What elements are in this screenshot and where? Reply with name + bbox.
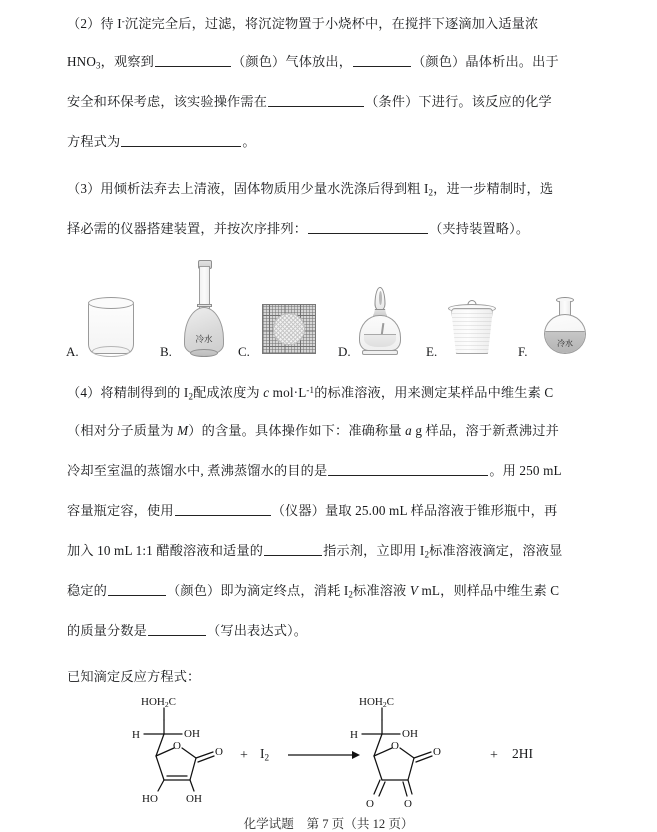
q4-line-2 (67, 422, 627, 439)
label-h: H (350, 729, 358, 741)
label-h: H (132, 729, 140, 741)
answer-blank-mass-fraction[interactable] (148, 624, 206, 636)
label-carbonyl-o: O (433, 746, 441, 758)
q2-text: （颜色）晶体析出。出于 (412, 54, 559, 69)
wire-gauze-icon (262, 304, 316, 354)
q4-line-3 (67, 462, 627, 479)
answer-blank-condition[interactable] (268, 95, 364, 107)
mass-symbol: a (405, 423, 412, 438)
iodine-reagent: $I_2$ (260, 746, 270, 763)
plus-sign-reactant: + (240, 748, 248, 763)
q2-text: （条件）下进行。该反应的化学 (365, 94, 552, 109)
q3-text: （夹持装置略）。 (429, 221, 530, 236)
q4-text: （颜色）即为滴定终点，消耗 I (167, 583, 349, 598)
apparatus-label-a: A. (66, 344, 79, 359)
q4-text: 。用 250 mL (489, 463, 562, 478)
q3-text: 择必需的仪器搭建装置，并按次序排列： (67, 221, 308, 236)
volumetric-flask-icon (182, 260, 226, 358)
q2-text: （颜色）气体放出， (232, 54, 353, 69)
q2-text: 安全和环保考虑，该实验操作需在 (67, 94, 268, 109)
q4-text: 加入 10 mL 1:1 醋酸溶液和适量的 (67, 543, 264, 558)
q4-text: （仪器）量取 25.00 mL 样品溶液于锥形瓶中，再 (271, 503, 558, 518)
apparatus-label-f: F. (518, 344, 528, 359)
q2-text: 方程式为 (67, 134, 121, 149)
concentration-symbol: c (263, 385, 270, 401)
beaker-icon (88, 302, 134, 354)
page-footer: 化学试题 第 7 页（共 12 页） (243, 817, 414, 831)
q4-units: mol·L (269, 385, 307, 401)
hno3-subscript: 3 (96, 60, 101, 71)
label-ring-o: O (173, 740, 181, 752)
label-ketone-o-right: O (404, 798, 412, 808)
apparatus-label-c: C. (238, 344, 250, 359)
volume-symbol: V (409, 583, 419, 598)
answer-blank-boiling-purpose[interactable] (328, 464, 488, 476)
plus-sign-product: + (490, 748, 498, 763)
q2-line-4 (67, 133, 627, 150)
answer-blank-apparatus-order[interactable] (308, 222, 428, 234)
answer-blank-crystal-color[interactable] (353, 55, 411, 67)
label-oh-bottom: OH (186, 793, 202, 805)
q4-line-4 (67, 502, 627, 519)
titration-reaction-scheme (0, 686, 657, 811)
q4-line-5 (67, 542, 627, 564)
molar-mass-symbol: M (177, 423, 189, 438)
q4-line-1 (67, 382, 627, 406)
q4-text: 的质量分数是 (67, 623, 148, 638)
iodine-subscript: 2 (188, 391, 194, 402)
q2-text: （2）待 I (67, 16, 122, 32)
cold-water-caption-b: 冷水 (195, 335, 213, 345)
q4-text: （相对分子质量为 (67, 423, 178, 438)
answer-blank-equation[interactable] (121, 135, 241, 147)
unit-exponent: -1 (306, 385, 315, 395)
q4-text: 标准溶液 (353, 583, 410, 598)
hydrogen-iodide-product: 2HI (512, 746, 533, 761)
iodine-subscript: 2 (348, 589, 354, 600)
q2-text: 。 (242, 134, 256, 149)
q3-line-1 (67, 180, 627, 202)
hno3-formula: HNO (67, 54, 97, 69)
iodide-charge: - (121, 16, 125, 26)
iodine-subscript: 2 (424, 549, 430, 560)
label-hoh2c: $HOH_2C$ (141, 696, 176, 710)
q4-text: 配成浓度为 (193, 385, 264, 401)
q4-line-7 (67, 622, 627, 639)
round-bottom-flask-icon (540, 297, 590, 355)
q2-text: ，观察到 (100, 54, 155, 69)
reaction-intro: 已知滴定反应方程式： (67, 669, 201, 684)
q4-text: 标准溶液滴定，溶液显 (429, 543, 563, 558)
answer-blank-instrument[interactable] (175, 504, 271, 516)
label-hoh2c: $HOH_2C$ (359, 696, 394, 710)
answer-blank-gas-color[interactable] (155, 55, 231, 67)
label-oh-top: OH (184, 728, 200, 740)
q2-text-cont: 沉淀完全后，过滤，将沉淀物置于小烧杯中，在搅拌下逐滴加入适量浓 (124, 16, 539, 32)
q4-text: （4）将精制得到的 I (67, 385, 189, 401)
apparatus-label-b: B. (160, 344, 172, 359)
q4-text: ）的含量。具体操作如下：准确称量 (188, 423, 406, 438)
apparatus-label-d: D. (338, 344, 351, 359)
q2-line-1 (67, 13, 627, 32)
iodine-subscript: 2 (428, 187, 434, 198)
q2-line-3 (67, 93, 627, 110)
label-ring-o: O (391, 740, 399, 752)
q4-text: 容量瓶定容，使用 (67, 503, 174, 518)
apparatus-figure-row (0, 248, 657, 360)
q4-text: g 样品，溶于新煮沸过并 (411, 423, 559, 438)
label-ho: HO (142, 793, 158, 805)
label-carbonyl-o: O (215, 746, 223, 758)
label-ketone-o-left: O (366, 798, 374, 808)
apparatus-label-e: E. (426, 344, 438, 359)
alcohol-lamp-icon (358, 287, 402, 355)
q4-text: 的标准溶液，用来测定某样品中维生素 C (314, 385, 554, 401)
q4-text: 冷却至室温的蒸馏水中, 煮沸蒸馏水的目的是 (67, 463, 328, 478)
q4-text: 指示剂，立即用 I (323, 543, 425, 558)
dehydroascorbic-acid-structure (330, 690, 465, 808)
q4-line-6 (67, 582, 627, 604)
q2-line-2 (67, 53, 627, 75)
pail-icon (448, 302, 496, 354)
q3-text: （3）用倾析法弃去上清液，固体物质用少量水洗涤后得到粗 I (67, 181, 429, 196)
label-oh-top: OH (402, 728, 418, 740)
q3-line-2 (67, 220, 627, 237)
q4-text: 稳定的 (67, 583, 108, 598)
ascorbic-acid-structure (112, 690, 242, 808)
answer-blank-indicator[interactable] (264, 544, 322, 556)
cold-water-caption-f: 冷水 (557, 339, 573, 348)
q3-text-cont: ，进一步精制时，选 (433, 181, 554, 196)
q4-text: mL，则样品中维生素 C (418, 583, 560, 598)
q4-text: （写出表达式）。 (207, 623, 308, 638)
answer-blank-endpoint-color[interactable] (108, 584, 166, 596)
